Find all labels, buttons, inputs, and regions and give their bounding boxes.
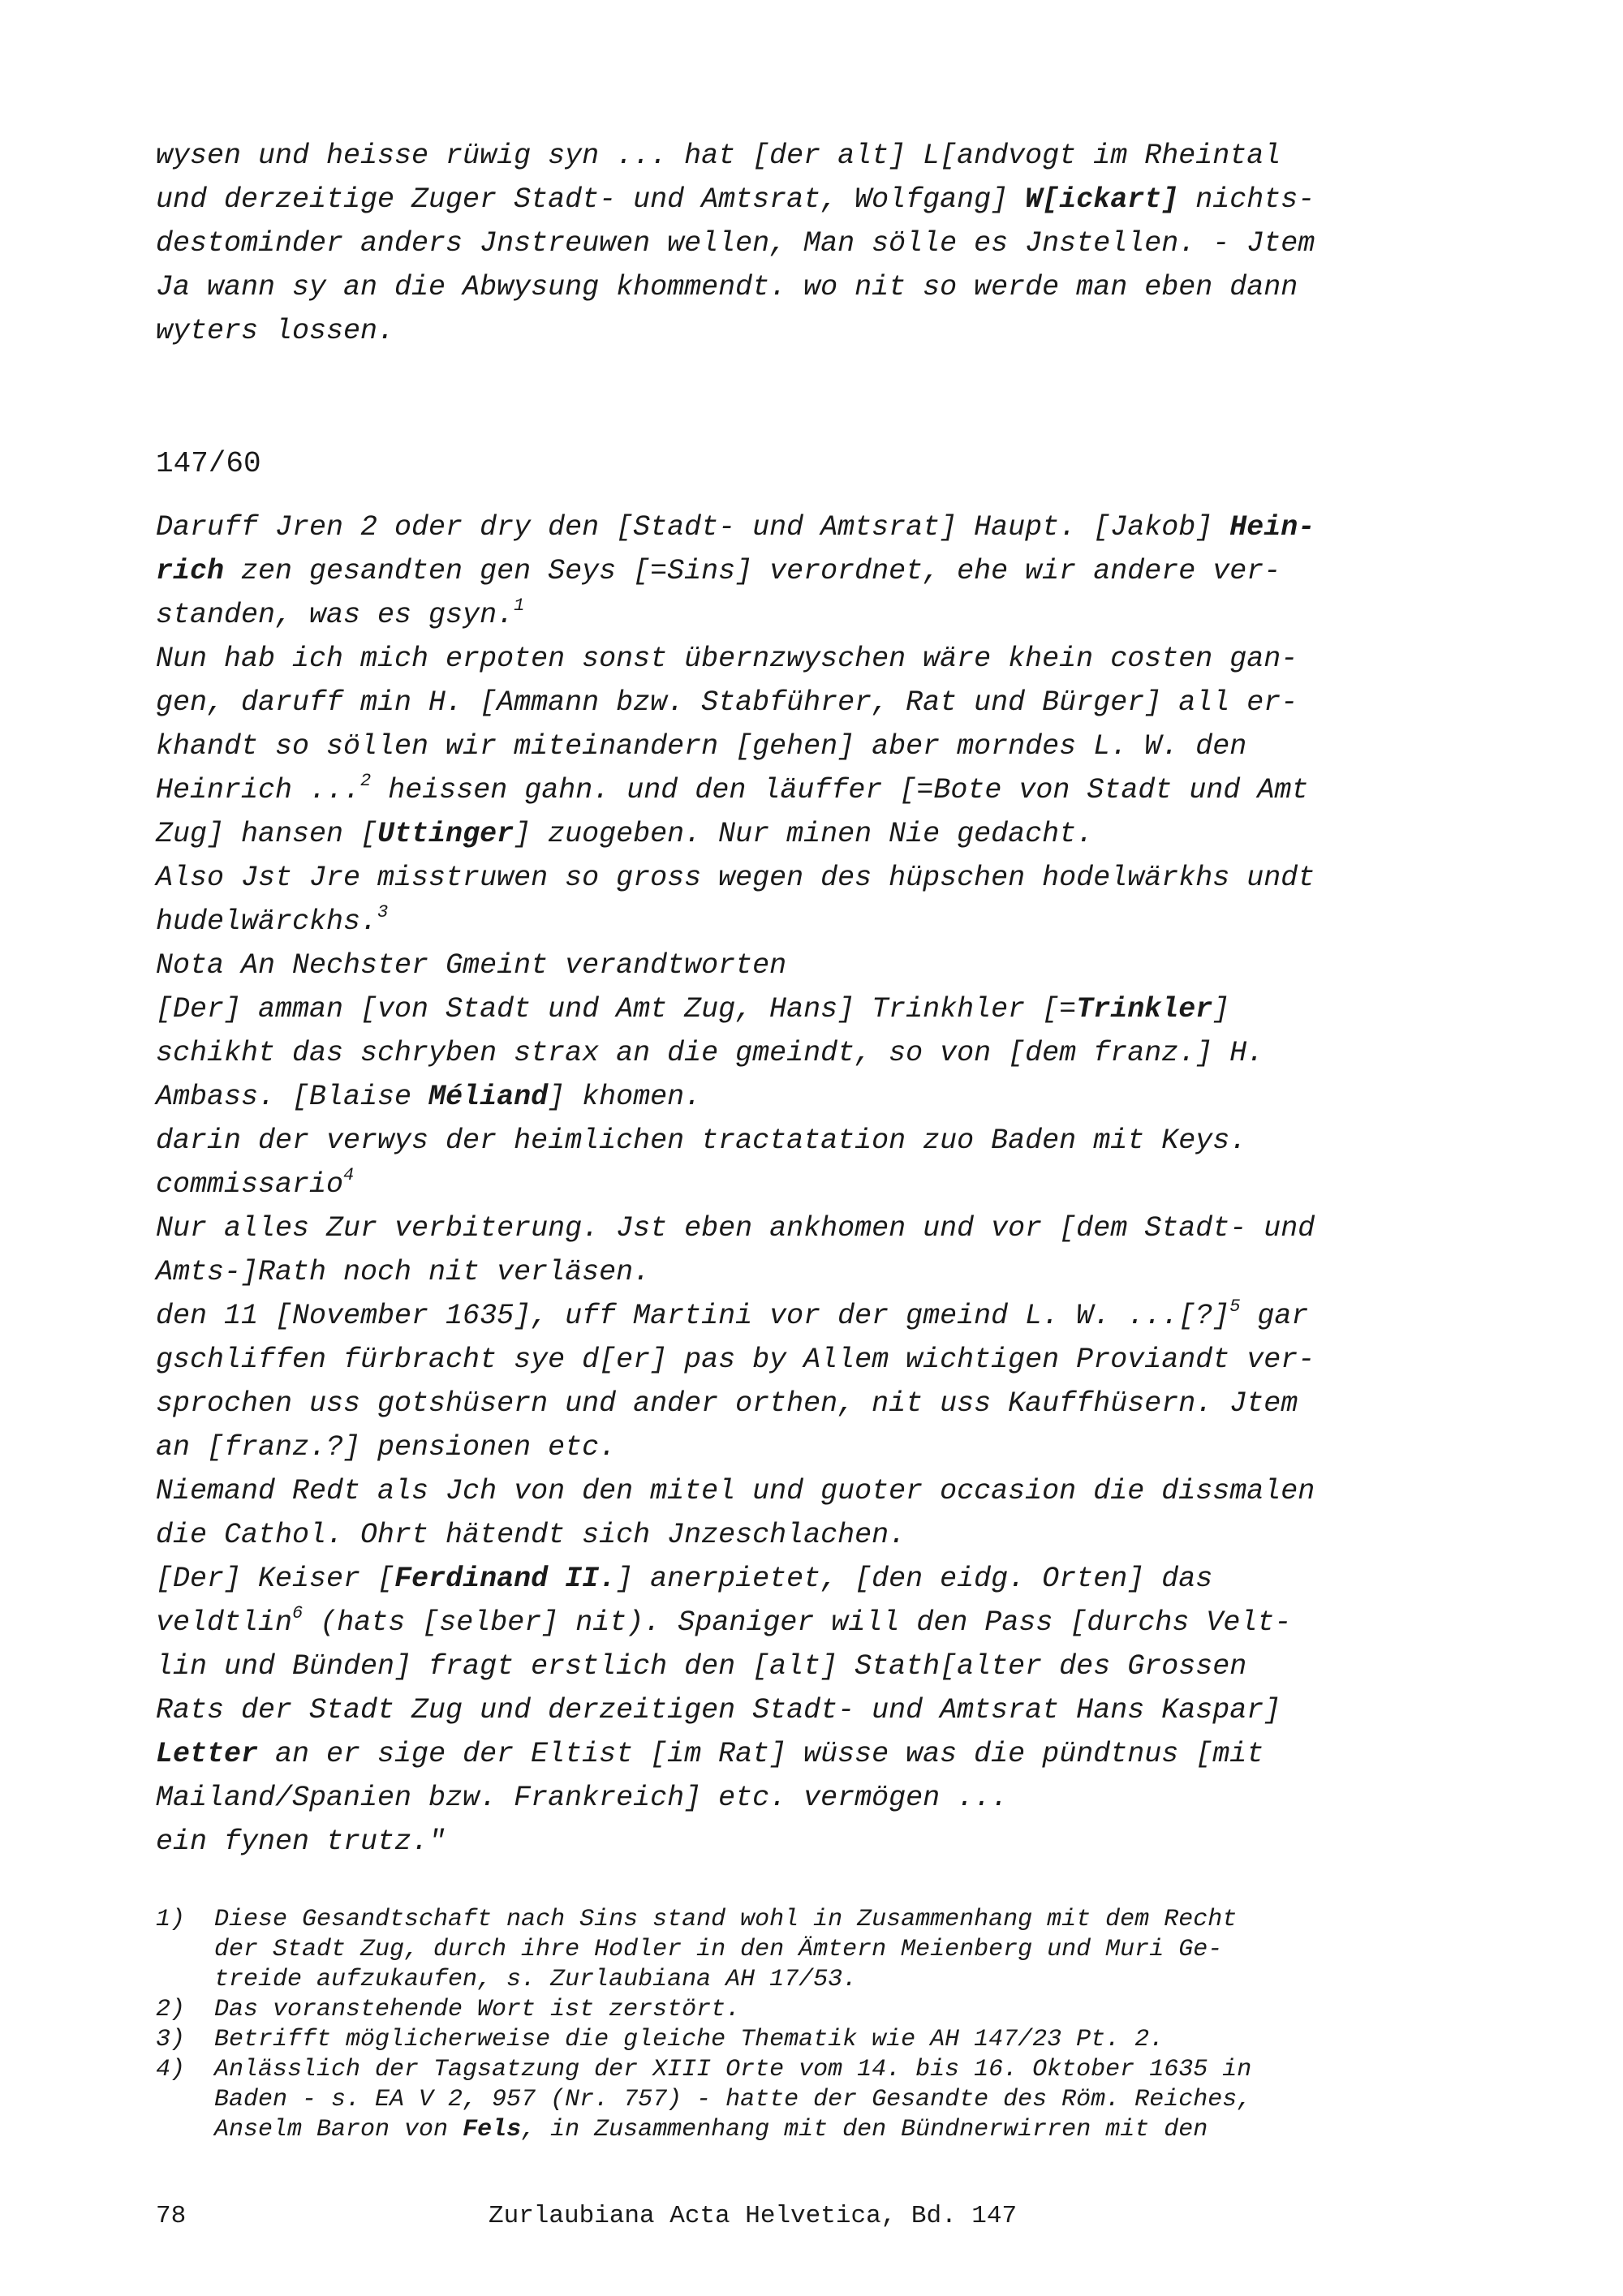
footnote-reference: 2 — [360, 771, 372, 792]
text-segment: nichts- — [1178, 183, 1315, 216]
text-line — [156, 1075, 1414, 1119]
footnote — [156, 1905, 1422, 1995]
text-segment: schikht das schryben strax an die gmeindt, so von [dem franz.] H. — [156, 1037, 1264, 1069]
text-line — [156, 1294, 1414, 1338]
text-line — [156, 1513, 1414, 1557]
text-segment: Rats der Stadt Zug und derzeitigen Stadt- und Amtsrat Hans Kaspar] — [156, 1694, 1281, 1726]
text-line — [156, 637, 1414, 681]
text-segment: Anlässlich der Tagsatzung der XIII Orte vom 14. bis 16. Oktober 1635 in — [214, 2056, 1252, 2083]
text-line — [156, 944, 1414, 987]
text-line — [156, 134, 1414, 178]
footnote-text — [214, 1905, 1237, 1995]
text-line — [156, 900, 1414, 944]
text-segment: Heinrich ... — [156, 774, 361, 806]
emphasized-name: Fels — [463, 2116, 522, 2143]
text-segment: und derzeitige Zuger Stadt- und Amtsrat, Wolfgang] — [156, 183, 1026, 216]
text-segment: Baden - s. EA V 2, 957 (Nr. 757) - hatte der Gesandte des Röm. Reiches, — [214, 2086, 1252, 2113]
text-line — [156, 768, 1414, 812]
text-segment: darin der verwys der heimlichen tractatation zuo Baden mit Keys. — [156, 1124, 1247, 1157]
footnote-reference: 6 — [292, 1603, 304, 1624]
text-line — [156, 987, 1414, 1031]
text-segment: (hats [selber] nit). Spaniger will den Pass [durchs Velt- — [303, 1606, 1292, 1639]
footnote — [156, 2055, 1422, 2145]
footnote-number: 3) — [156, 2026, 186, 2053]
text-line — [156, 681, 1414, 724]
section-heading: 147/60 — [156, 447, 261, 480]
emphasized-name: Uttinger — [377, 818, 514, 850]
text-segment: Amts-]Rath noch nit verläsen. — [156, 1256, 651, 1288]
text-segment: Mailand/Spanien bzw. Frankreich] etc. vermögen ... — [156, 1782, 1009, 1814]
text-segment: standen, was es gsyn. — [156, 599, 514, 631]
text-segment: Anselm Baron von — [214, 2116, 463, 2143]
text-segment: Nota An Nechster Gmeint verandtworten — [156, 949, 787, 982]
text-line — [156, 1469, 1414, 1513]
text-line — [156, 1119, 1414, 1163]
footnote-reference: 3 — [377, 902, 389, 923]
footnote-text — [214, 2025, 1164, 2055]
text-line — [214, 2025, 1164, 2055]
footnotes — [156, 1905, 1422, 2145]
text-segment: Nun hab ich mich erpoten sonst übernzwyschen wäre khein costen gan- — [156, 643, 1298, 675]
text-segment: heissen gahn. und den läuffer [=Bote von Stadt und Amt — [371, 774, 1309, 806]
text-segment: Das voranstehende Wort ist zerstört. — [214, 1996, 741, 2023]
text-segment: lin und Bünden] fragt erstlich den [alt] Stath[alter des Grossen — [156, 1650, 1247, 1683]
text-line — [156, 1557, 1414, 1601]
text-line — [156, 1031, 1414, 1075]
text-segment: hudelwärckhs. — [156, 905, 378, 938]
text-segment: Niemand Redt als Jch von den mitel und guoter occasion die dissmalen — [156, 1475, 1315, 1507]
text-line — [156, 1645, 1414, 1688]
text-segment: Daruff Jren 2 oder dry den [Stadt- und Amtsrat] Haupt. [Jakob] — [156, 511, 1230, 544]
emphasized-name: Trinkler — [1076, 993, 1213, 1025]
footnote-text — [214, 1995, 740, 2025]
footnote-reference: 4 — [343, 1165, 355, 1186]
page-number: 78 — [156, 2202, 187, 2230]
text-line — [214, 1935, 1237, 1965]
text-line — [214, 1995, 740, 2025]
footnote-reference: 1 — [514, 595, 525, 617]
footnote-number: 1) — [156, 1906, 186, 1933]
text-line — [214, 1905, 1237, 1935]
text-segment: ] khomen. — [548, 1081, 702, 1113]
text-segment: Diese Gesandtschaft nach Sins stand wohl in Zusammenhang mit dem Recht — [214, 1906, 1238, 1933]
running-footer-title: Zurlaubiana Acta Helvetica, Bd. 147 — [489, 2202, 1018, 2230]
text-segment: sprochen uss gotshüsern und ander orthen, nit uss Kauffhüsern. Jtem — [156, 1387, 1298, 1420]
footnote — [156, 1995, 1422, 2025]
text-segment: gar — [1240, 1300, 1309, 1332]
footnote — [156, 2025, 1422, 2055]
text-line — [156, 1688, 1414, 1732]
text-line — [156, 1820, 1414, 1864]
text-segment: destominder anders Jnstreuwen wellen, Man sölle es Jnstellen. - Jtem — [156, 227, 1315, 260]
text-line — [214, 2055, 1251, 2085]
text-segment: khandt so söllen wir miteinandern [gehen] aber morndes L. W. den — [156, 730, 1247, 763]
text-segment: ] anerpietet, [den eidg. Orten] das — [616, 1563, 1213, 1595]
text-segment: gen, daruff min H. [Ammann bzw. Stabführer, Rat und Bürger] all er- — [156, 686, 1298, 719]
text-segment: an [franz.?] pensionen etc. — [156, 1431, 617, 1464]
text-line — [156, 309, 1414, 353]
main-text — [156, 505, 1414, 1864]
text-line — [156, 1338, 1414, 1382]
text-line — [214, 2115, 1251, 2145]
text-segment: die Cathol. Ohrt hätendt sich Jnzeschlachen. — [156, 1519, 906, 1551]
text-line — [156, 1601, 1414, 1645]
text-segment: wyters lossen. — [156, 315, 395, 347]
text-segment: treide aufzukaufen, s. Zurlaubiana AH 17/53. — [214, 1966, 858, 1993]
text-line — [156, 1163, 1414, 1206]
text-segment: wysen und heisse rüwig syn ... hat [der alt] L[andvogt im Rheintal — [156, 140, 1281, 172]
footnote-text — [214, 2055, 1251, 2145]
text-line — [156, 549, 1414, 593]
text-line — [156, 1382, 1414, 1425]
emphasized-name: Méliand — [428, 1081, 549, 1113]
emphasized-name: Hein- — [1229, 511, 1315, 544]
text-segment: den 11 [November 1635], uff Martini vor der gmeind L. W. ...[?] — [156, 1300, 1230, 1332]
text-segment: ein fynen trutz." — [156, 1825, 446, 1858]
emphasized-name: Ferdinand II. — [394, 1563, 617, 1595]
text-line — [156, 505, 1414, 549]
text-line — [156, 1250, 1414, 1294]
emphasized-name: Letter — [156, 1738, 259, 1770]
text-line — [156, 1206, 1414, 1250]
text-segment: [Der] Keiser [ — [156, 1563, 395, 1595]
text-line — [156, 178, 1414, 221]
text-line — [156, 1425, 1414, 1469]
text-segment: zen gesandten gen Seys [=Sins] verordnet, ehe wir andere ver- — [224, 555, 1281, 587]
text-line — [214, 1965, 1237, 1995]
text-segment: veldtlin — [156, 1606, 293, 1639]
text-segment: Ja wann sy an die Abwysung khommendt. wo nit so werde man eben dann — [156, 271, 1298, 303]
text-segment: gschliffen fürbracht sye d[er] pas by Allem wichtigen Proviandt ver- — [156, 1344, 1315, 1376]
text-line — [156, 812, 1414, 856]
text-segment: [Der] amman [von Stadt und Amt Zug, Hans] Trinkhler [= — [156, 993, 1077, 1025]
text-line — [156, 1732, 1414, 1776]
text-segment: ] — [1212, 993, 1230, 1025]
text-line — [156, 724, 1414, 768]
text-segment: der Stadt Zug, durch ihre Hodler in den Ämtern Meienberg und Muri Ge- — [214, 1936, 1223, 1963]
emphasized-name: W[ickart] — [1025, 183, 1179, 216]
text-segment: , in Zusammenhang mit den Bündnerwirren mit den — [521, 2116, 1208, 2143]
text-segment: Also Jst Jre misstruwen so gross wegen des hüpschen hodelwärkhs undt — [156, 862, 1315, 894]
text-segment: an er sige der Eltist [im Rat] wüsse was die pündtnus [mit — [258, 1738, 1264, 1770]
text-line — [214, 2085, 1251, 2115]
text-segment: Nur alles Zur verbiterung. Jst eben ankhomen und vor [dem Stadt- und — [156, 1212, 1315, 1245]
footnote-number: 2) — [156, 1996, 186, 2023]
intro-paragraph — [156, 134, 1414, 353]
text-segment: ] zuogeben. Nur minen Nie gedacht. — [514, 818, 1094, 850]
footnote-number: 4) — [156, 2056, 186, 2083]
text-segment: Ambass. [Blaise — [156, 1081, 429, 1113]
text-line — [156, 593, 1414, 637]
text-line — [156, 856, 1414, 900]
text-line — [156, 221, 1414, 265]
text-segment: Zug] hansen [ — [156, 818, 378, 850]
text-segment: commissario — [156, 1168, 344, 1201]
text-line — [156, 1776, 1414, 1820]
emphasized-name: rich — [156, 555, 225, 587]
text-segment: Betrifft möglicherweise die gleiche Thematik wie AH 147/23 Pt. 2. — [214, 2026, 1165, 2053]
footnote-reference: 5 — [1229, 1296, 1241, 1318]
text-line — [156, 265, 1414, 309]
